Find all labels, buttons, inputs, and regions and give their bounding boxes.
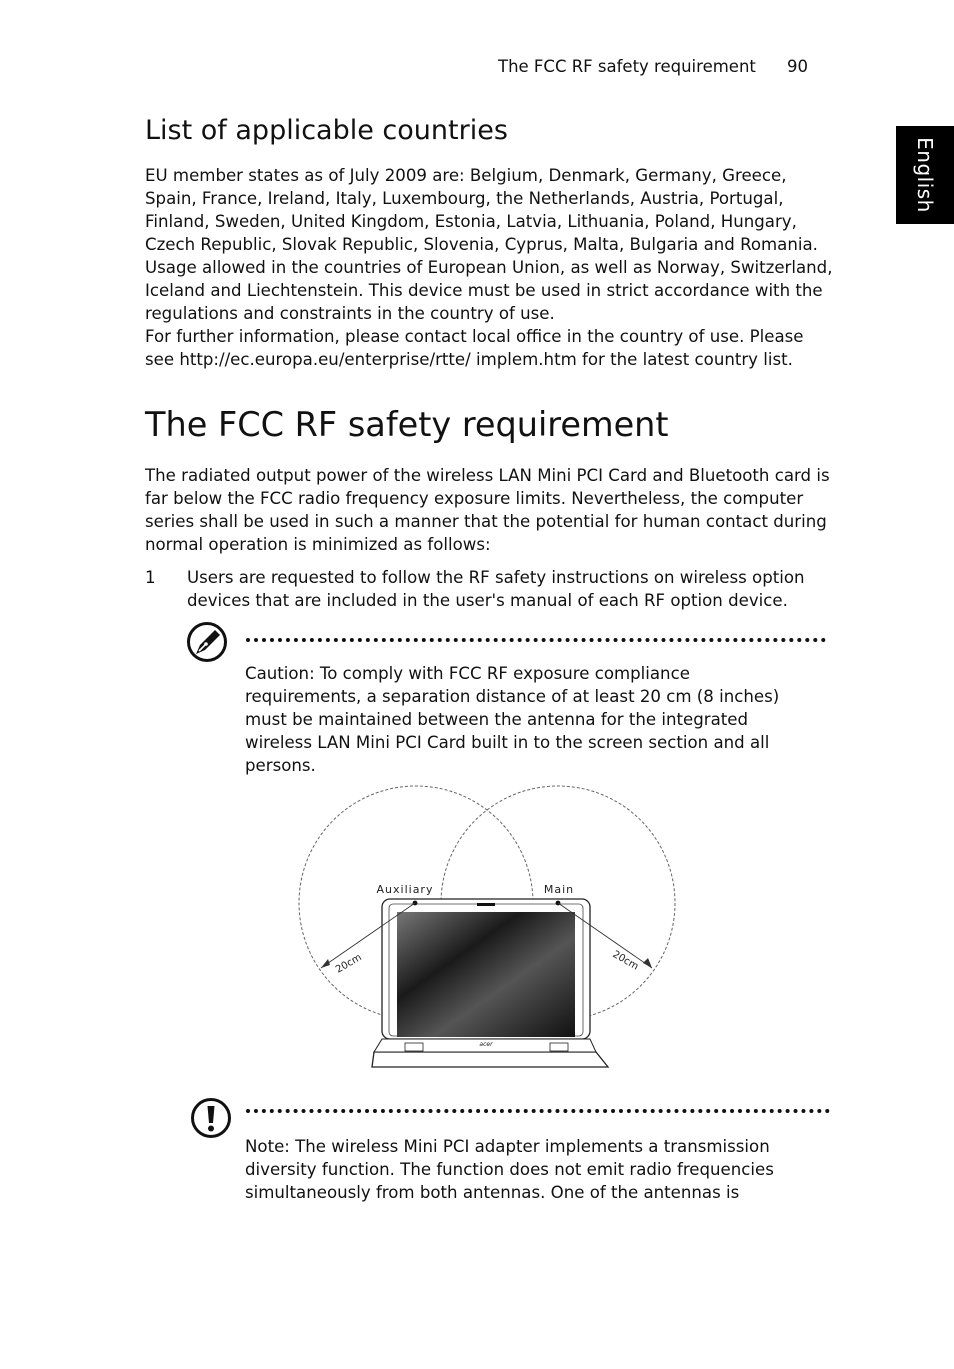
note-text: The wireless Mini PCI adapter implements a transmission diversity function. The function does not emit radio frequencies simultaneously from both antennas. One of the antennas is	[245, 1137, 774, 1202]
warning-exclamation-icon	[190, 1097, 232, 1139]
divider-dotted-2	[246, 1109, 830, 1113]
caution-callout	[245, 662, 805, 777]
antenna-range-diagram	[290, 780, 690, 1080]
caution-text: : To comply with FCC RF exposure compliance requirements, a separation distance of at least 20 cm (8 inches) must be maintained between the antenna for the integrated wireless LAN Mini PCI Card built in to the screen section and all persons.	[245, 664, 780, 775]
list-item-number: 1	[145, 568, 156, 587]
running-title: The FCC RF safety requirement	[498, 57, 756, 76]
page-number: 90	[787, 57, 808, 76]
laptop-base	[372, 1052, 608, 1067]
laptop-screen	[397, 912, 575, 1037]
fcc-heading: The FCC RF safety requirement	[145, 405, 669, 444]
divider-dotted	[246, 638, 826, 642]
language-tab	[896, 126, 954, 224]
note-callout	[245, 1135, 805, 1204]
label-auxiliary: Auxiliary	[376, 883, 434, 896]
note-pen-icon	[186, 621, 228, 663]
countries-heading: List of applicable countries	[145, 115, 508, 146]
countries-body: EU member states as of July 2009 are: Belgium, Denmark, Germany, Greece, Spain, France, Ireland, Italy, Luxembourg, the Netherlands, Austria, Portugal, Finland, Sweden, United Kingdom, Estonia, Latvia, Lithuania, Poland, Hungary, Czech Republic, Slovak Republic, Slovenia, Cyprus, Malta, Bulgaria and Romania. Usage allowed in the countries of European Union, as well as Norway, Switzerland, Iceland and Liechtenstein. This device must be used in strict accordance with the regulations and constraints in the country of use.	[145, 166, 833, 323]
countries-more-info: For further information, please contact local office in the country of use. Please see http://ec.europa.eu/enterprise/rtte/ implem.htm for the latest country list.	[145, 327, 804, 369]
list-item-text: Users are requested to follow the RF safety instructions on wireless option devices that are included in the user's manual of each RF option device.	[187, 568, 805, 610]
label-dist-left: 20cm	[334, 952, 364, 976]
note-label: Note:	[245, 1137, 290, 1156]
label-dist-right: 20cm	[610, 949, 641, 973]
label-main: Main	[543, 883, 575, 896]
language-tab-label: English	[913, 137, 937, 213]
fcc-intro: The radiated output power of the wireless LAN Mini PCI Card and Bluetooth card is far below the FCC radio frequency exposure limits. Nevertheless, the computer series shall be used in such a manner that the potential for human contact during normal operation is minimized as follows:	[145, 466, 830, 554]
caution-label: Caution	[245, 664, 310, 683]
laptop-brand: acer	[479, 1041, 493, 1048]
